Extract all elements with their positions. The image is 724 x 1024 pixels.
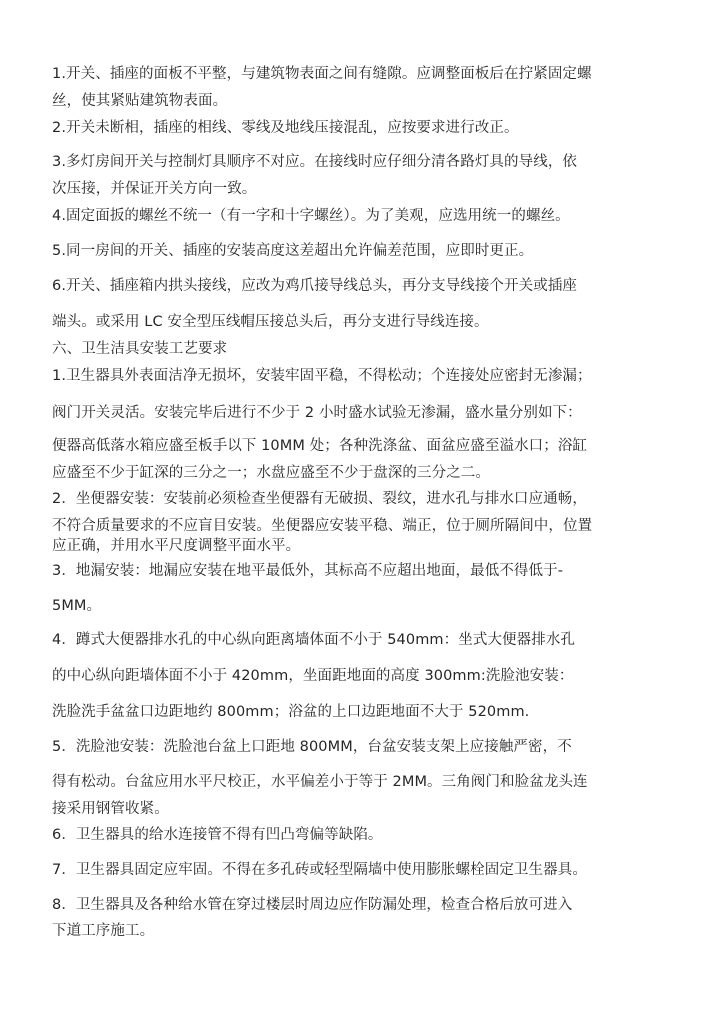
text-line: 1.卫生器具外表面洁净无损坏，安装牢固平稳，不得松动；个连接处应密封无渗漏；: [52, 368, 592, 384]
text-line: 便器高低落水箱应盛至板手以下 10MM 处；各种洗涤盆、面盆应盛至溢水口；浴缸: [52, 438, 588, 454]
text-line: 接采用钢管收紧。: [52, 801, 169, 817]
text-line: 下道工序施工。: [52, 923, 155, 939]
text-line: 阀门开关灵活。安装完毕后进行不少于 2 小时盛水试验无渗漏，盛水量分别如下：: [52, 405, 582, 421]
text-line: 7．卫生器具固定应牢固。不得在多孔砖或轻型隔墙中使用膨胀螺栓固定卫生器具。: [52, 862, 587, 878]
text-line: 得有松动。台盆应用水平尺校正，水平偏差小于等于 2MM。三角阀门和脸盆龙头连: [52, 774, 588, 790]
text-line: 6.开关、插座箱内拱头接线，应改为鸡爪接导线总头，再分支导线接个开关或插座: [52, 278, 578, 294]
text-line: 应盛至不少于缸深的三分之一；水盘应盛至不少于盘深的三分之二。: [52, 465, 490, 481]
text-line: 8．卫生器具及各种给水管在穿过楼层时周边应作防漏处理，检查合格后放可进入: [52, 897, 573, 913]
text-line: 端头。或采用 LC 安全型压线帽压接总头后，再分支进行导线连接。: [52, 314, 489, 330]
text-line: 4．蹲式大便器排水孔的中心纵向距离墙体面不小于 540mm：坐式大便器排水孔: [52, 632, 576, 648]
text-line: 5．洗脸池安装：洗脸池台盆上口距地 800MM，台盆安装支架上应接触严密，不: [52, 739, 572, 755]
text-line: 3.多灯房间开关与控制灯具顺序不对应。在接线时应仔细分清各路灯具的导线，依: [52, 154, 578, 170]
text-line: 不符合质量要求的不应盲目安装。坐便器应安装平稳、端正，位于厕所隔间中，位置: [52, 518, 593, 534]
text-line: 的中心纵向距墙体面不小于 420mm，坐面距地面的高度 300mm:洗脸池安装：: [52, 668, 574, 684]
text-line: 5MM。: [52, 598, 102, 614]
text-line: 4.固定面扳的螺丝不统一（有一字和十字螺丝）。为了美观，应选用统一的螺丝。: [52, 208, 570, 224]
text-line: 3．地漏安装：地漏应安装在地平最低外，其标高不应超出地面，最低不得低于-: [52, 563, 564, 579]
text-line: 6．卫生器具的给水连接管不得有凹凸弯偏等缺陷。: [52, 827, 383, 843]
text-line: 洗脸洗手盆盆口边距地约 800mm；浴盆的上口边距地面不大于 520mm.: [52, 704, 530, 720]
text-line: 应正确，并用水平尺度调整平面水平。: [52, 538, 301, 554]
text-line: 1.开关、插座的面板不平整，与建筑物表面之间有缝隙。应调整面板后在拧紧固定螺: [52, 66, 592, 82]
text-line: 丝，使其紧贴建筑物表面。: [52, 93, 228, 109]
section-heading: 六、卫生洁具安装工艺要求: [52, 341, 228, 357]
text-line: 5.同一房间的开关、插座的安装高度这差超出允许偏差范围，应即时更正。: [52, 243, 534, 259]
text-line: 次压接，并保证开关方向一致。: [52, 181, 257, 197]
text-line: 2.开关未断相，插座的相线、零线及地线压接混乱，应按要求进行改正。: [52, 120, 519, 136]
text-line: 2．坐便器安装：安装前必须检查坐便器有无破损、裂纹，进水孔与排水口应通畅，: [52, 491, 587, 507]
